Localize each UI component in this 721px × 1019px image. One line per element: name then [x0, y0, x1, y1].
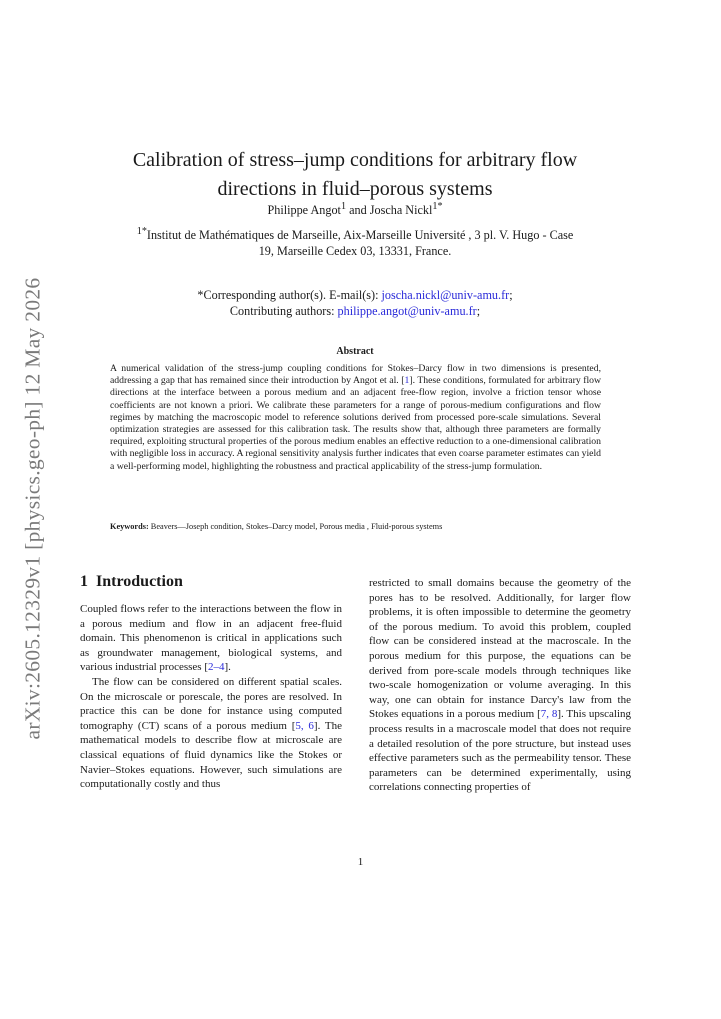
affiliation [90, 224, 620, 259]
keywords-text: Beavers—Joseph condition, Stokes–Darcy model, Porous media , Fluid-porous systems [148, 522, 443, 531]
paragraph-text: Coupled flows refer to the interactions between the flow in a porous medium and flow in an adjacent free-fluid domain. This phenomenon is critical in applications such as groundwater management, biological systems, and various industrial processes [ [80, 603, 342, 674]
section-title: Introduction [96, 573, 183, 590]
citation-link[interactable]: 1 [404, 375, 410, 387]
contributing-email-link[interactable]: philippe.angot@univ-amu.fr [337, 304, 477, 318]
paragraph [80, 602, 342, 675]
paragraph-text: ]. [224, 661, 231, 674]
title-line-1: Calibration of stress–jump conditions for arbitrary flow [132, 149, 578, 171]
abstract-part-1: A numerical validation of the stress-jump coupling conditions for Stokes–Darcy flow in two dimensions is presented, addressing a gap that has remained since their introduction by Angot et al. [ [110, 363, 601, 387]
author-2: Joscha Nickl [369, 203, 433, 218]
paragraph-text: ]. This upscaling process results in a macroscale model that does not require a detailed resolution of the pore structure, but instead uses effective parameters such as the permeability tensor. These parameters can be determined experimentally, using correlations connecting properties of [369, 708, 632, 794]
paper-title [90, 146, 620, 204]
author-conjunction: and [346, 203, 370, 218]
author-1-affil: 1 [340, 201, 347, 212]
corresponding-label: *Corresponding author(s). E-mail(s): [197, 288, 382, 302]
abstract-part-2: ]. These conditions, formulated for arbitrary flow directions at the interface between a porous medium and an adjacent free-flow region, involve a friction tensor whose coefficients are not known a priori. We calibrate these parameters for a range of porous-medium configurations and flow regimes by matching the macroscopic model to reference solutions derived from processed pore-scale simulations. Several optimization strategies are assessed for this calibration task. The results show that, although three parameters are formally required, exploiting structural properties of the porous medium enables an effective reduction to a one-dimensional calibration with negligible loss in accuracy. A regional sensitivity analysis further indicates that even coarse parameter estimates can yield a well-performing model, highlighting the robustness and practical applicability of the stress-jump formulation. [110, 375, 601, 472]
page-number: 1 [357, 856, 364, 868]
author-list [90, 201, 620, 218]
right-column [369, 576, 631, 795]
correspondence [90, 287, 620, 319]
left-column [80, 602, 342, 792]
abstract-heading: Abstract [336, 346, 374, 357]
affiliation-line-2: 19, Marseille Cedex 03, 13331, France. [258, 244, 452, 259]
corresponding-email-link[interactable]: joscha.nickl@univ-amu.fr [381, 288, 510, 302]
contrib-separator: ; [476, 304, 481, 318]
author-2-affil: 1* [432, 201, 443, 212]
affiliation-line-1: Institut de Mathématiques de Marseille, Aix-Marseille Université , 3 pl. V. Hugo - Case [146, 228, 574, 243]
affiliation-marker: 1* [136, 226, 147, 237]
section-heading [80, 573, 183, 591]
title-line-2: directions in fluid–porous systems [217, 178, 493, 200]
paragraph-text: The flow can be considered on different spatial scales. On the microscale or porescale, the pores are resolved. In practice this can be done for instance using computed tomography (CT) scans of a porous medium [ [80, 675, 342, 732]
arxiv-identifier: arXiv:2605.12329v1 [physics.geo-ph] 12 May 2026 [20, 277, 45, 739]
paragraph [80, 675, 342, 792]
section-number: 1 [80, 573, 88, 590]
citation-link[interactable]: 5, 6 [295, 719, 314, 732]
paragraph-text: ]. The mathematical models to describe flow at microscale are classical equations of fluid dynamics like the Stokes or Navier–Stokes equations. However, such simulations are computationally costly and thus [80, 719, 342, 791]
citation-link[interactable]: 7, 8 [540, 708, 558, 721]
author-1: Philippe Angot [267, 203, 341, 218]
abstract-text [110, 363, 601, 473]
contributing-label: Contributing authors: [229, 304, 338, 318]
corr-separator: ; [509, 288, 513, 302]
keywords-label: Keywords: [110, 522, 149, 531]
paragraph [369, 576, 631, 795]
keywords [110, 521, 601, 533]
arxiv-sidebar [14, 248, 52, 768]
paragraph-text: restricted to small domains because the geometry of the pores has to be resolved. Additionally, for larger flow problems, it is often impossible to determine the geometry of the porous medium. To avoid this problem, coupled flow can be considered instead at the macroscale. In the porous medium for this purpose, the equations can be derived from pore-scale models through techniques like two-scale homogenization or volume averaging. In this way, one can obtain for instance Darcy's law from the Stokes equations in a porous medium [ [369, 577, 631, 721]
citation-link[interactable]: 2–4 [208, 661, 225, 674]
